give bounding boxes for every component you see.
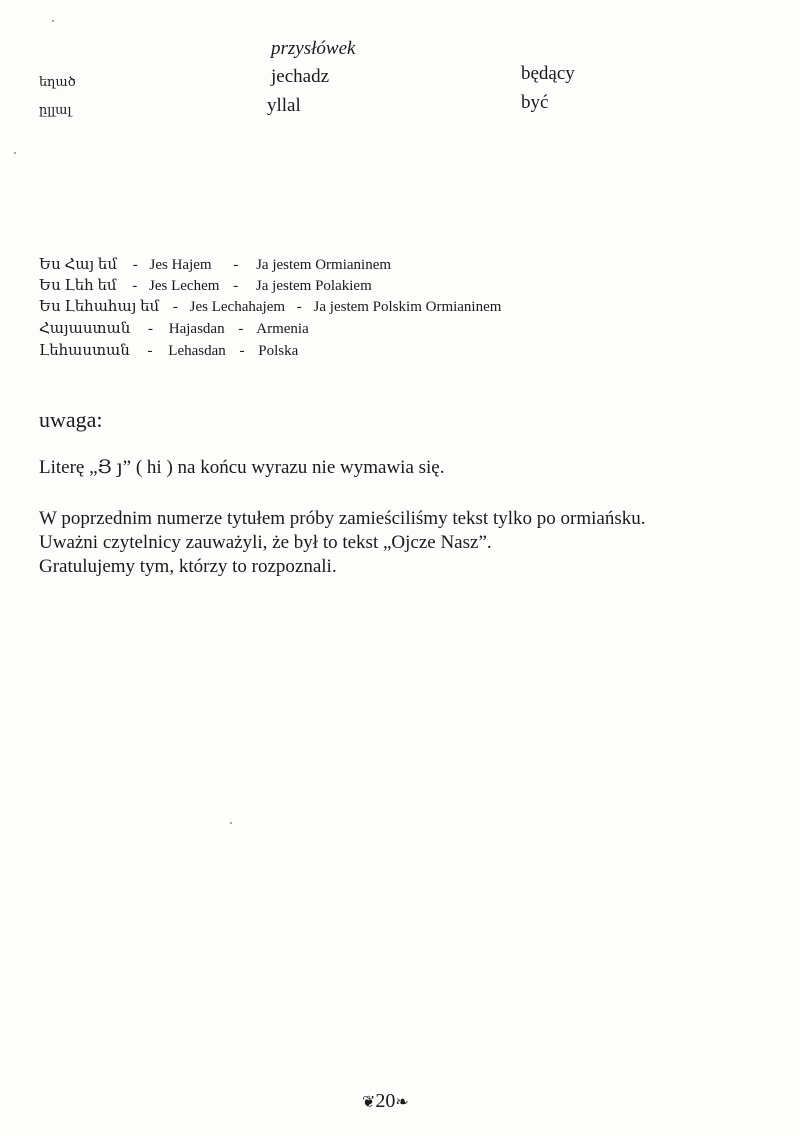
phrase-polish: Ja jestem Polskim Ormianinem	[313, 299, 502, 315]
separator: -	[238, 321, 244, 337]
scan-speck	[230, 822, 232, 824]
separator: -	[233, 278, 239, 294]
phrase-row-4	[39, 319, 309, 338]
note-paragraph-line-2: Uważni czytelnicy zauważyli, że był to tekst „Ojcze Nasz”.	[39, 532, 492, 553]
separator: -	[233, 257, 239, 273]
phrase-transliteration: Hajasdan	[168, 321, 225, 337]
separator: -	[147, 343, 153, 359]
phrase-polish: Ja jestem Ormianinem	[256, 257, 392, 273]
separator: -	[172, 299, 178, 315]
part-of-speech-heading: przysłówek	[271, 38, 356, 59]
separator: -	[148, 321, 154, 337]
note-paragraph-line-3: Gratulujemy tym, którzy to rozpoznali.	[39, 556, 337, 577]
page-number: 20	[375, 1090, 396, 1112]
vocab-polish-1: będący	[521, 63, 575, 84]
phrase-armenian: Հայաստան	[39, 321, 131, 337]
vocab-armenian-2: ըլլալ	[39, 102, 72, 117]
separator: -	[132, 257, 138, 273]
note-letter-line: Literę „Յ յ” ( hi ) na końcu wyrazu nie wymawia się.	[39, 457, 445, 478]
separator: -	[296, 299, 302, 315]
phrase-row-2	[39, 276, 372, 295]
vocab-armenian-1: եղած	[39, 74, 76, 89]
vocab-polish-2: być	[521, 92, 549, 113]
vocab-transliteration-2: yllal	[267, 95, 301, 116]
phrase-transliteration: Jes Lechem	[149, 278, 220, 294]
phrase-polish: Polska	[258, 343, 299, 359]
vocab-transliteration-1: jechadz	[271, 66, 330, 87]
floral-ornament-left-icon: ❦	[362, 1094, 376, 1111]
phrase-armenian: Ես Լեհ եմ	[39, 278, 117, 294]
scan-speck	[14, 152, 16, 154]
floral-ornament-right-icon: ❧	[395, 1094, 409, 1111]
phrase-transliteration: Jes Hajem	[149, 257, 212, 273]
phrase-transliteration: Lehasdan	[168, 343, 226, 359]
phrase-polish: Ja jestem Polakiem	[255, 278, 372, 294]
separator: -	[132, 278, 138, 294]
note-title: uwaga:	[39, 407, 103, 432]
phrase-transliteration: Jes Lechahajem	[189, 299, 286, 315]
phrase-armenian: Լեհաստան	[39, 343, 130, 359]
phrase-row-1	[39, 255, 391, 274]
page-footer	[362, 1090, 409, 1113]
phrase-armenian: Ես Լեհահայ եմ	[39, 299, 160, 315]
phrase-polish: Armenia	[256, 321, 309, 337]
separator: -	[239, 343, 245, 359]
phrase-row-5	[39, 341, 298, 360]
phrase-armenian: Ես Հայ եմ	[39, 257, 117, 273]
note-paragraph-line-1: W poprzednim numerze tytułem próby zamieściliśmy tekst tylko po ormiańsku.	[39, 508, 646, 529]
phrase-row-3	[39, 297, 501, 316]
scan-speck	[52, 20, 54, 22]
